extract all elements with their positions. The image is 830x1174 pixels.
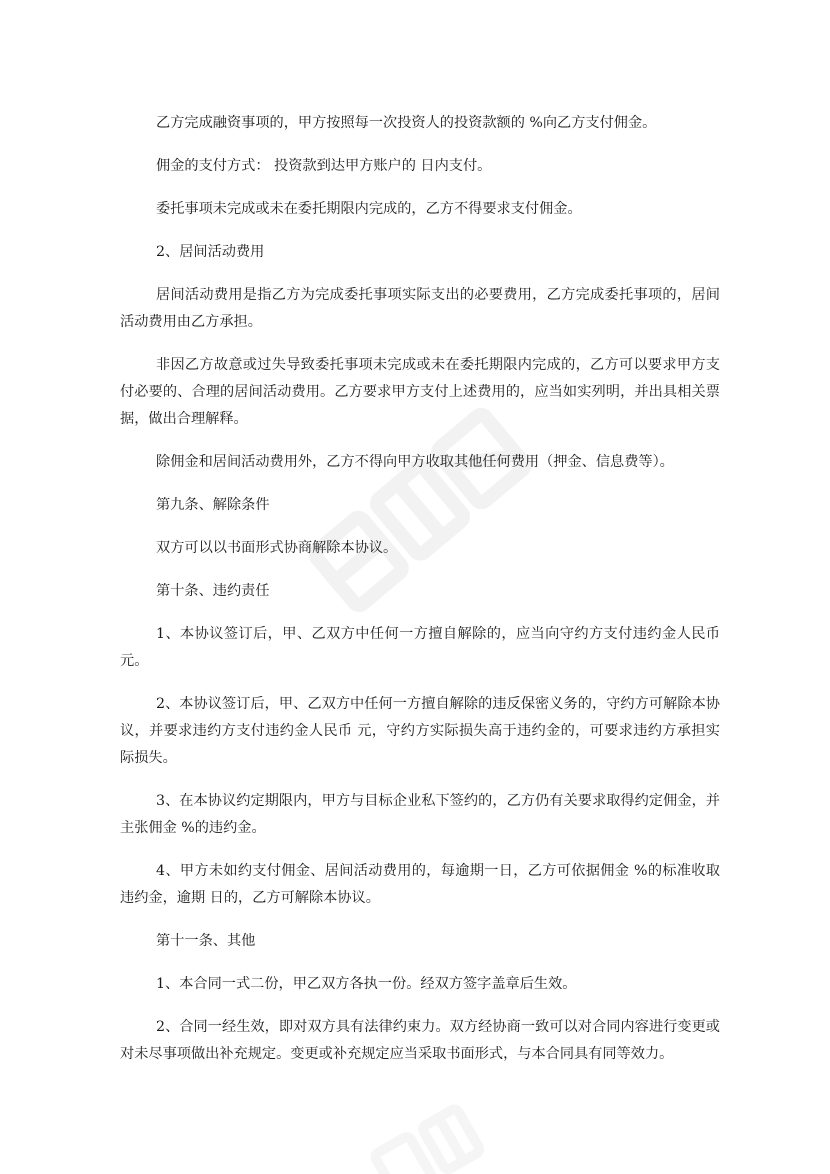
paragraph-no-commission: 委托事项未完成或未在委托期限内完成的，乙方不得要求支付佣金。 [156, 201, 582, 217]
article-heading-10: 第十条、违约责任 [156, 583, 270, 599]
document-body [120, 110, 720, 1084]
article-heading-9: 第九条、解除条件 [156, 497, 270, 513]
paragraph-breach-3: 3、在本协议约定期限内，甲方与目标企业私下签约的，乙方仍有关要求取得约定佣金，并主张佣金 %的违约金。 [120, 793, 720, 836]
paragraph-brokerage-definition: 居间活动费用是指乙方为完成委托事项实际支出的必要费用，乙方完成委托事项的，居间活动费用由乙方承担。 [120, 287, 720, 330]
watermark-icon-bottom [360, 1080, 520, 1174]
paragraph-other-1: 1、本合同一式二份，甲乙双方各执一份。经双方签字盖章后生效。 [156, 976, 577, 992]
paragraph-commission-rate: 乙方完成融资事项的，甲方按照每一次投资人的投资款额的 %向乙方支付佣金。 [156, 115, 657, 131]
paragraph-breach-2: 2、本协议签订后，甲、乙双方中任何一方擅自解除的违反保密义务的，守约方可解除本协议，并要求违约方支付违约金人民币 元，守约方实际损失高于违约金的，可要求违约方承担实际损失。 [120, 696, 720, 766]
section-heading-brokerage-fees: 2、居间活动费用 [156, 244, 265, 260]
article-heading-11: 第十一条、其他 [156, 933, 256, 949]
paragraph-no-other-fees: 除佣金和居间活动费用外，乙方不得向甲方收取其他任何费用（押金、信息费等）。 [156, 454, 674, 470]
paragraph-other-2: 2、合同一经生效，即对双方具有法律约束力。双方经协商一致可以对合同内容进行变更或对未尽事项做出补充规定。变更或补充规定应当采取书面形式，与本合同具有同等效力。 [120, 1019, 720, 1062]
paragraph-payment-method: 佣金的支付方式： 投资款到达甲方账户的 日内支付。 [156, 158, 492, 174]
paragraph-breach-4: 4、甲方未如约支付佣金、居间活动费用的，每逾期一日，乙方可依据佣金 %的标准收取违约金，逾期 日的，乙方可解除本协议。 [120, 863, 720, 906]
paragraph-brokerage-reimbursement: 非因乙方故意或过失导致委托事项未完成或未在委托期限内完成的，乙方可以要求甲方支付必要的、合理的居间活动费用。乙方要求甲方支付上述费用的，应当如实列明，并出具相关票据，做出合理解释。 [120, 357, 720, 427]
paragraph-breach-1: 1、本协议签订后，甲、乙双方中任何一方擅自解除的，应当向守约方支付违约金人民币 元。 [120, 626, 720, 669]
paragraph-termination: 双方可以以书面形式协商解除本协议。 [156, 540, 398, 556]
